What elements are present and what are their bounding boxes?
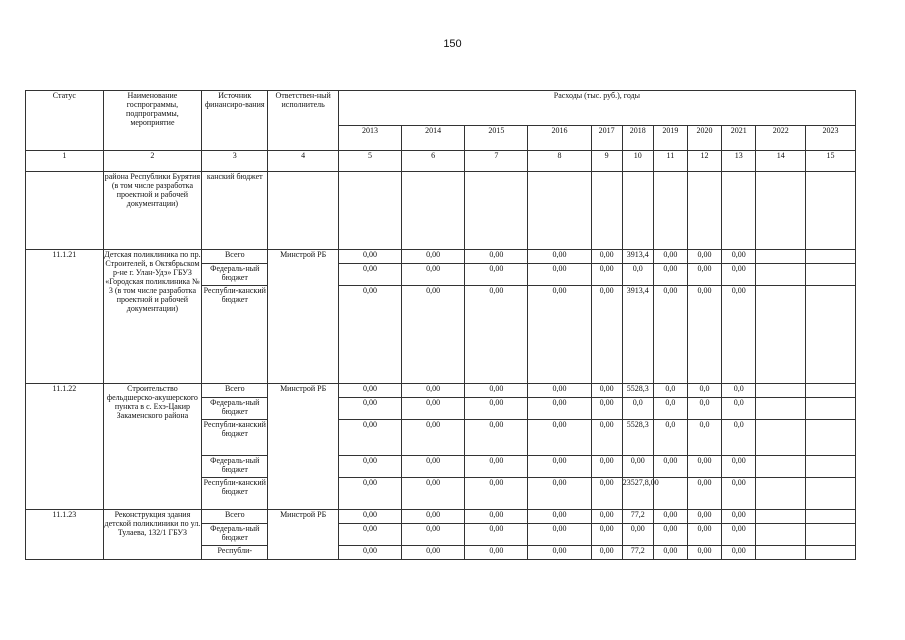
value-cell: 0,00 xyxy=(338,250,401,264)
value-cell: 0,0 xyxy=(622,398,653,420)
value-cell: 0,00 xyxy=(402,420,465,456)
value-cell: 0,00 xyxy=(528,510,591,524)
value-cell xyxy=(756,384,806,398)
value-cell: 0,0 xyxy=(653,384,687,398)
value-cell: 0,00 xyxy=(687,524,721,546)
value-cell: 0,00 xyxy=(465,398,528,420)
value-cell: 0,00 xyxy=(465,546,528,560)
value-cell: 0,00 xyxy=(653,250,687,264)
year-header: 2019 xyxy=(653,126,687,151)
column-numbers-row xyxy=(26,151,856,172)
value-cell xyxy=(756,524,806,546)
value-cell: 0,00 xyxy=(402,384,465,398)
value-cell: 0,00 xyxy=(465,250,528,264)
column-number: 7 xyxy=(465,151,528,172)
value-cell: 0,00 xyxy=(591,546,622,560)
value-cell xyxy=(806,172,856,250)
value-cell: 0,00 xyxy=(591,286,622,384)
table-row xyxy=(26,384,856,398)
value-cell: 0,00 xyxy=(402,250,465,264)
value-cell: 0,00 xyxy=(402,478,465,510)
value-cell: 77,2 xyxy=(622,546,653,560)
value-cell: 0,00 xyxy=(591,510,622,524)
value-cell: 0,00 xyxy=(591,250,622,264)
value-cell: 0,00 xyxy=(402,546,465,560)
value-cell: 0,00 xyxy=(591,398,622,420)
header-source: Источник финансиро-вания xyxy=(202,91,268,151)
executor-cell: Минстрой РБ xyxy=(268,384,338,510)
year-header: 2023 xyxy=(806,126,856,151)
year-header: 2022 xyxy=(756,126,806,151)
column-number: 8 xyxy=(528,151,591,172)
value-cell: 0,00 xyxy=(722,286,756,384)
value-cell: 0,00 xyxy=(338,264,401,286)
value-cell xyxy=(806,420,856,456)
value-cell xyxy=(528,172,591,250)
value-cell: 0,0 xyxy=(722,420,756,456)
value-cell: 0,00 xyxy=(338,478,401,510)
value-cell: 0,00 xyxy=(687,456,721,478)
value-cell: 5528,3 xyxy=(622,420,653,456)
value-cell: 0,00 xyxy=(591,420,622,456)
value-cell xyxy=(756,456,806,478)
value-cell: 0,00 xyxy=(722,510,756,524)
value-cell xyxy=(591,172,622,250)
value-cell xyxy=(338,172,401,250)
value-cell: 0,00 xyxy=(687,286,721,384)
value-cell: 0,00 xyxy=(653,286,687,384)
value-cell xyxy=(653,172,687,250)
value-cell: 0,00 xyxy=(687,546,721,560)
name-cell: района Республики Бурятия (в том числе разработка проектной и рабочей документации) xyxy=(103,172,201,250)
value-cell: 0,00 xyxy=(528,524,591,546)
value-cell: 0,0 xyxy=(653,398,687,420)
value-cell: 77,2 xyxy=(622,510,653,524)
value-cell xyxy=(806,510,856,524)
value-cell: 0,00 xyxy=(402,524,465,546)
value-cell xyxy=(806,250,856,264)
value-cell: 0,0 xyxy=(653,420,687,456)
value-cell: 0,00 xyxy=(722,478,756,510)
value-cell: 0,00 xyxy=(687,250,721,264)
value-cell: 0,00 xyxy=(591,478,622,510)
value-cell: 0,00 xyxy=(528,264,591,286)
value-cell: 0,00 xyxy=(591,456,622,478)
column-number: 10 xyxy=(622,151,653,172)
value-cell: 0,00 xyxy=(338,286,401,384)
value-cell: 0,00 xyxy=(687,510,721,524)
year-header: 2017 xyxy=(591,126,622,151)
value-cell: 0,00 xyxy=(722,546,756,560)
source-cell: Всего xyxy=(202,384,268,398)
value-cell xyxy=(756,398,806,420)
value-cell xyxy=(806,456,856,478)
column-number: 1 xyxy=(26,151,104,172)
value-cell: 0,00 xyxy=(338,420,401,456)
value-cell xyxy=(756,250,806,264)
value-cell: 0,00 xyxy=(465,420,528,456)
table-row xyxy=(26,510,856,524)
value-cell xyxy=(806,546,856,560)
name-cell: Строительство фельдшерско-акушерского пункта в с. Ехэ-Цакир Закаменского района xyxy=(103,384,201,510)
column-number: 5 xyxy=(338,151,401,172)
header-expenses: Расходы (тыс. руб.), годы xyxy=(338,91,855,126)
source-cell: Федераль-ный бюджет xyxy=(202,264,268,286)
value-cell: 5528,3 xyxy=(622,384,653,398)
value-cell xyxy=(622,172,653,250)
expenses-table xyxy=(25,90,856,560)
value-cell: 0,00 xyxy=(465,524,528,546)
year-header: 2015 xyxy=(465,126,528,151)
value-cell: 0,00 xyxy=(402,398,465,420)
value-cell: 0,00 xyxy=(528,478,591,510)
executor-cell: Минстрой РБ xyxy=(268,250,338,384)
value-cell xyxy=(687,172,721,250)
source-cell: Республи-канский бюджет xyxy=(202,286,268,384)
source-cell: канский бюджет xyxy=(202,172,268,250)
value-cell: 0,00 xyxy=(465,286,528,384)
value-cell: 0,00 xyxy=(653,456,687,478)
value-cell: 0,0 xyxy=(622,264,653,286)
value-cell: 0,00 xyxy=(465,384,528,398)
value-cell xyxy=(756,478,806,510)
value-cell xyxy=(756,546,806,560)
value-cell: 0,00 xyxy=(722,250,756,264)
value-cell: 0,00 xyxy=(528,456,591,478)
value-cell: 0,00 xyxy=(338,524,401,546)
value-cell: 3913,4 xyxy=(622,250,653,264)
column-number: 11 xyxy=(653,151,687,172)
value-cell: 3913,4 xyxy=(622,286,653,384)
value-cell: 23527,8,00 xyxy=(622,478,653,510)
source-cell: Федераль-ный бюджет xyxy=(202,524,268,546)
executor-cell: Минстрой РБ xyxy=(268,510,338,560)
value-cell xyxy=(756,172,806,250)
source-cell: Федераль-ный бюджет xyxy=(202,398,268,420)
value-cell: 0,0 xyxy=(722,384,756,398)
value-cell: 0,00 xyxy=(465,510,528,524)
value-cell: 0,00 xyxy=(338,546,401,560)
year-header: 2020 xyxy=(687,126,721,151)
value-cell: 0,00 xyxy=(338,384,401,398)
value-cell: 0,00 xyxy=(465,264,528,286)
header-name: Наименование госпрограммы, подпрограммы, мероприятие xyxy=(103,91,201,151)
year-header: 2021 xyxy=(722,126,756,151)
value-cell: 0,00 xyxy=(687,264,721,286)
table-row xyxy=(26,250,856,264)
header-row xyxy=(26,91,856,126)
year-header: 2014 xyxy=(402,126,465,151)
column-number: 12 xyxy=(687,151,721,172)
value-cell: 0,00 xyxy=(338,510,401,524)
value-cell: 0,00 xyxy=(653,264,687,286)
header-executor: Ответствен-ный исполнитель xyxy=(268,91,338,151)
value-cell xyxy=(756,510,806,524)
value-cell xyxy=(806,524,856,546)
header-status: Статус xyxy=(26,91,104,151)
value-cell xyxy=(806,384,856,398)
value-cell: 0,00 xyxy=(591,384,622,398)
value-cell xyxy=(806,264,856,286)
value-cell: 0,00 xyxy=(591,524,622,546)
value-cell: 0,00 xyxy=(653,524,687,546)
status-cell: 11.1.22 xyxy=(26,384,104,510)
value-cell xyxy=(756,264,806,286)
column-number: 15 xyxy=(806,151,856,172)
value-cell: 0,00 xyxy=(528,546,591,560)
value-cell: 0,00 xyxy=(338,456,401,478)
name-cell: Реконструкция здания детской поликлиники по ул. Тулаева, 132/1 ГБУЗ xyxy=(103,510,201,560)
value-cell xyxy=(756,286,806,384)
value-cell: 0,00 xyxy=(622,456,653,478)
column-number: 14 xyxy=(756,151,806,172)
value-cell xyxy=(806,398,856,420)
table-row xyxy=(26,172,856,250)
value-cell xyxy=(806,286,856,384)
source-cell: Всего xyxy=(202,510,268,524)
value-cell: 0,00 xyxy=(528,398,591,420)
value-cell: 0,00 xyxy=(687,478,721,510)
value-cell xyxy=(465,172,528,250)
source-cell: Всего xyxy=(202,250,268,264)
value-cell: 0,00 xyxy=(722,456,756,478)
value-cell: 0,0 xyxy=(687,398,721,420)
column-number: 4 xyxy=(268,151,338,172)
source-cell: Республи-канский бюджет xyxy=(202,478,268,510)
name-cell: Детская поликлиника по пр. Строителей, в Октябрьском р-не г. Улан-Удэ» ГБУЗ «Городская поликлиника № 3 (в том числе разработка проектной и рабочей документации) xyxy=(103,250,201,384)
column-number: 2 xyxy=(103,151,201,172)
value-cell: 0,00 xyxy=(465,456,528,478)
value-cell xyxy=(756,420,806,456)
value-cell: 0,00 xyxy=(528,286,591,384)
column-number: 13 xyxy=(722,151,756,172)
value-cell: 0,00 xyxy=(722,264,756,286)
value-cell: 0,00 xyxy=(402,510,465,524)
value-cell: 0,00 xyxy=(653,546,687,560)
value-cell xyxy=(722,172,756,250)
source-cell: Республи-канский бюджет xyxy=(202,420,268,456)
year-header: 2018 xyxy=(622,126,653,151)
source-cell: Республи- xyxy=(202,546,268,560)
value-cell: 0,00 xyxy=(528,384,591,398)
column-number: 3 xyxy=(202,151,268,172)
executor-cell xyxy=(268,172,338,250)
value-cell: 0,00 xyxy=(338,398,401,420)
value-cell: 0,00 xyxy=(402,456,465,478)
value-cell: 0,00 xyxy=(622,524,653,546)
status-cell: 11.1.23 xyxy=(26,510,104,560)
value-cell: 0,00 xyxy=(465,478,528,510)
source-cell: Федераль-ный бюджет xyxy=(202,456,268,478)
value-cell: 0,0 xyxy=(722,398,756,420)
value-cell: 0,0 xyxy=(687,420,721,456)
value-cell: 0,00 xyxy=(591,264,622,286)
value-cell: 0,00 xyxy=(722,524,756,546)
column-number: 6 xyxy=(402,151,465,172)
value-cell xyxy=(806,478,856,510)
column-number: 9 xyxy=(591,151,622,172)
value-cell: 0,00 xyxy=(402,286,465,384)
page-number: 150 xyxy=(443,38,462,50)
value-cell: 0,0 xyxy=(687,384,721,398)
value-cell xyxy=(402,172,465,250)
value-cell: 0,00 xyxy=(528,250,591,264)
value-cell: 0,00 xyxy=(653,510,687,524)
status-cell xyxy=(26,172,104,250)
value-cell: 0,00 xyxy=(402,264,465,286)
status-cell: 11.1.21 xyxy=(26,250,104,384)
year-header: 2013 xyxy=(338,126,401,151)
year-header: 2016 xyxy=(528,126,591,151)
value-cell: 0,00 xyxy=(528,420,591,456)
